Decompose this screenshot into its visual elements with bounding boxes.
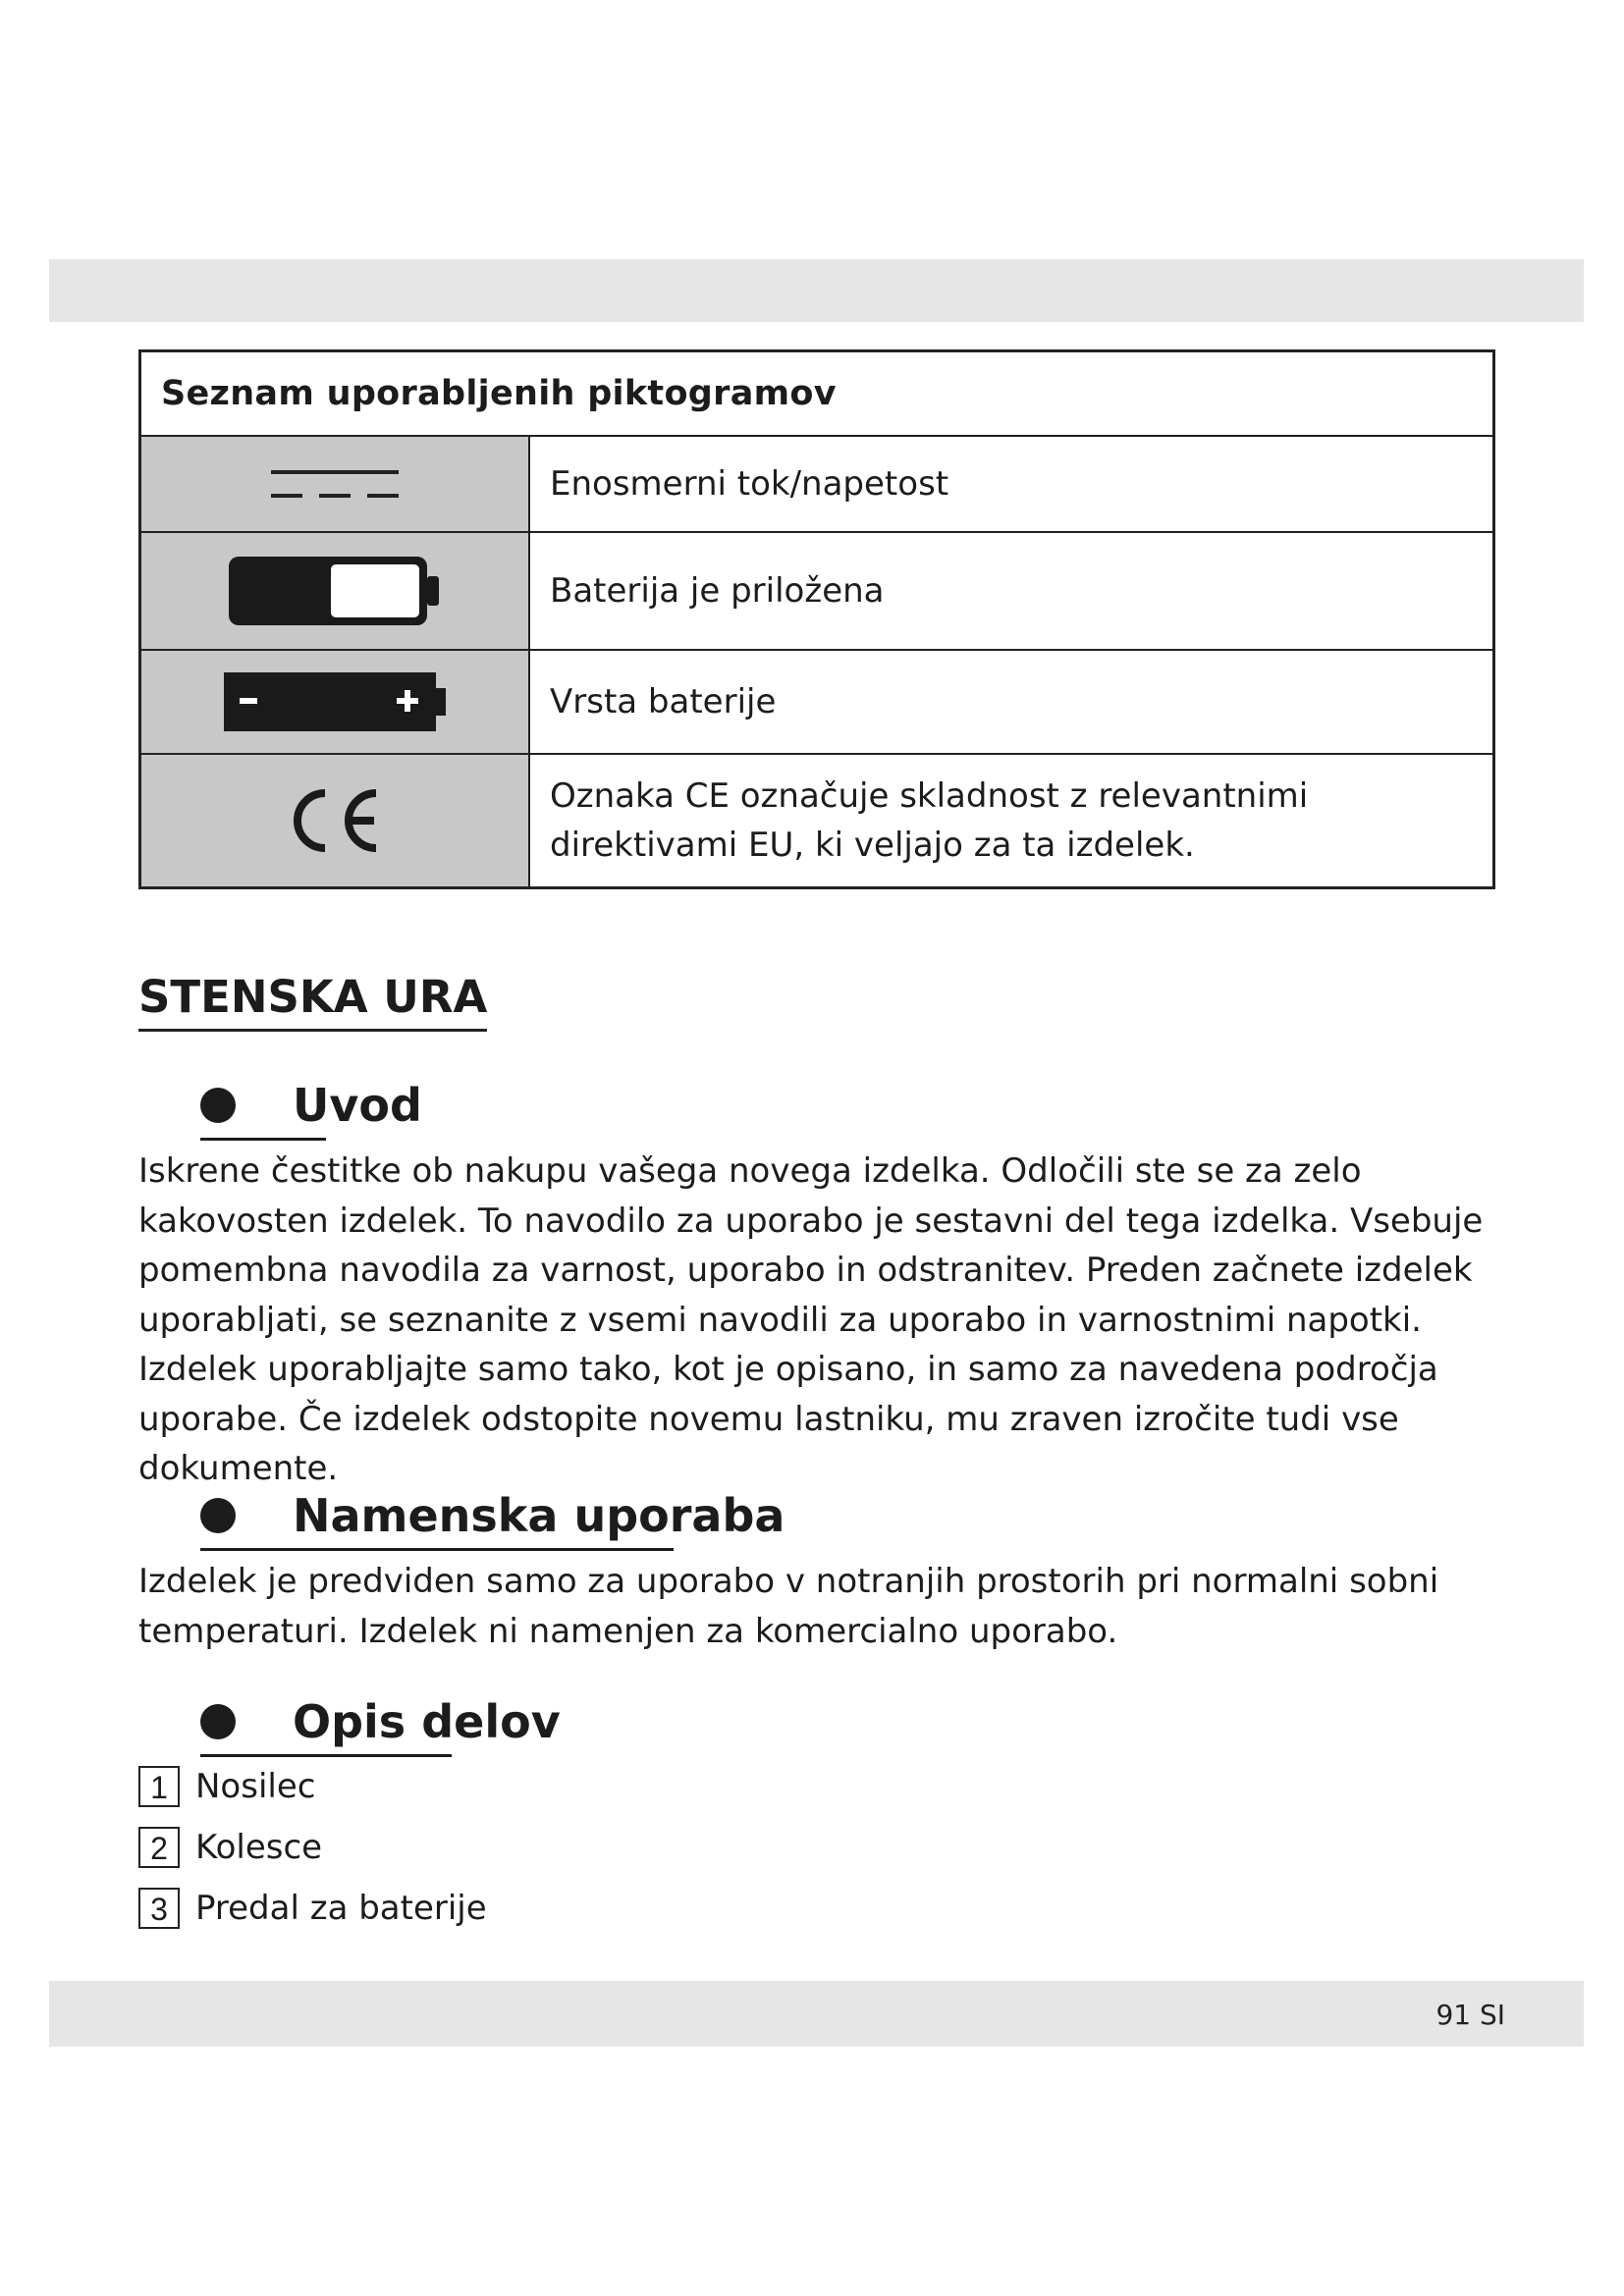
page-number: 91 SI: [1435, 1999, 1505, 2031]
section-heading-intro: [200, 1078, 422, 1133]
bullet-icon: [200, 1498, 236, 1533]
page-title: STENSKA URA: [138, 970, 487, 1032]
bullet-icon: [200, 1704, 236, 1739]
battery-included-icon: [229, 557, 441, 625]
bullet-icon: [200, 1088, 236, 1123]
pictogram-text: Baterija je priložena: [529, 532, 1494, 650]
pictogram-table-header: Seznam uporabljenih piktogramov: [140, 351, 1494, 437]
part-number-box: 1: [138, 1766, 180, 1807]
footer-band: [49, 1981, 1584, 2047]
pictogram-row: [140, 650, 1494, 754]
heading-underline: [200, 1548, 674, 1551]
list-item: [138, 1883, 487, 1934]
intended-use-paragraph: Izdelek je predviden samo za uporabo v notranjih prostorih pri normalni sobni temperaturi. Izdelek ni namenjen za komercialno uporabo.: [138, 1562, 1439, 1651]
section-heading-text: Opis delov: [293, 1695, 561, 1748]
pictogram-text: Oznaka CE označuje skladnost z relevantnimi direktivami EU, ki veljajo za ta izdelek.: [529, 754, 1494, 887]
pictogram-table: [138, 349, 1495, 889]
section-heading-parts: [200, 1694, 561, 1749]
part-label: Nosilec: [195, 1767, 316, 1806]
list-item: [138, 1761, 487, 1812]
heading-underline: [200, 1754, 452, 1757]
part-label: Predal za baterije: [195, 1889, 487, 1928]
list-item: [138, 1822, 487, 1873]
pictogram-text: Vrsta baterije: [529, 650, 1494, 754]
pictogram-text: Enosmerni tok/napetost: [529, 436, 1494, 532]
heading-underline: [200, 1138, 326, 1141]
battery-type-icon: [224, 672, 446, 731]
pictogram-row: [140, 532, 1494, 650]
part-label: Kolesce: [195, 1828, 323, 1867]
direct-current-icon: [271, 464, 399, 504]
section-heading-text: Namenska uporaba: [293, 1489, 785, 1542]
parts-list: [138, 1761, 487, 1944]
section-heading-intended-use: [200, 1488, 785, 1543]
part-number-box: 3: [138, 1888, 180, 1929]
section-heading-text: Uvod: [293, 1079, 422, 1132]
part-number-box: 2: [138, 1827, 180, 1868]
intro-paragraph: Iskrene čestitke ob nakupu vašega novega izdelka. Odločili ste se za zelo kakovosten izdelek. To navodilo za uporabo je sestavni del tega izdelka. Vsebuje pomembna navodila za varnost, uporabo in odstranitev. Preden začnete izdelek uporabljati, se seznanite z vsemi navodili za uporabo in varnostnimi napotki. Izdelek uporabljajte samo tako, kot je opisano, in samo za navedena področja uporabe. Če izdelek odstopite novemu lastniku, mu zraven izročite tudi vse dokumente.: [138, 1151, 1484, 1488]
pictogram-row: [140, 436, 1494, 532]
pictogram-row: [140, 754, 1494, 887]
header-band: [49, 259, 1584, 322]
ce-mark-icon: [286, 785, 384, 856]
